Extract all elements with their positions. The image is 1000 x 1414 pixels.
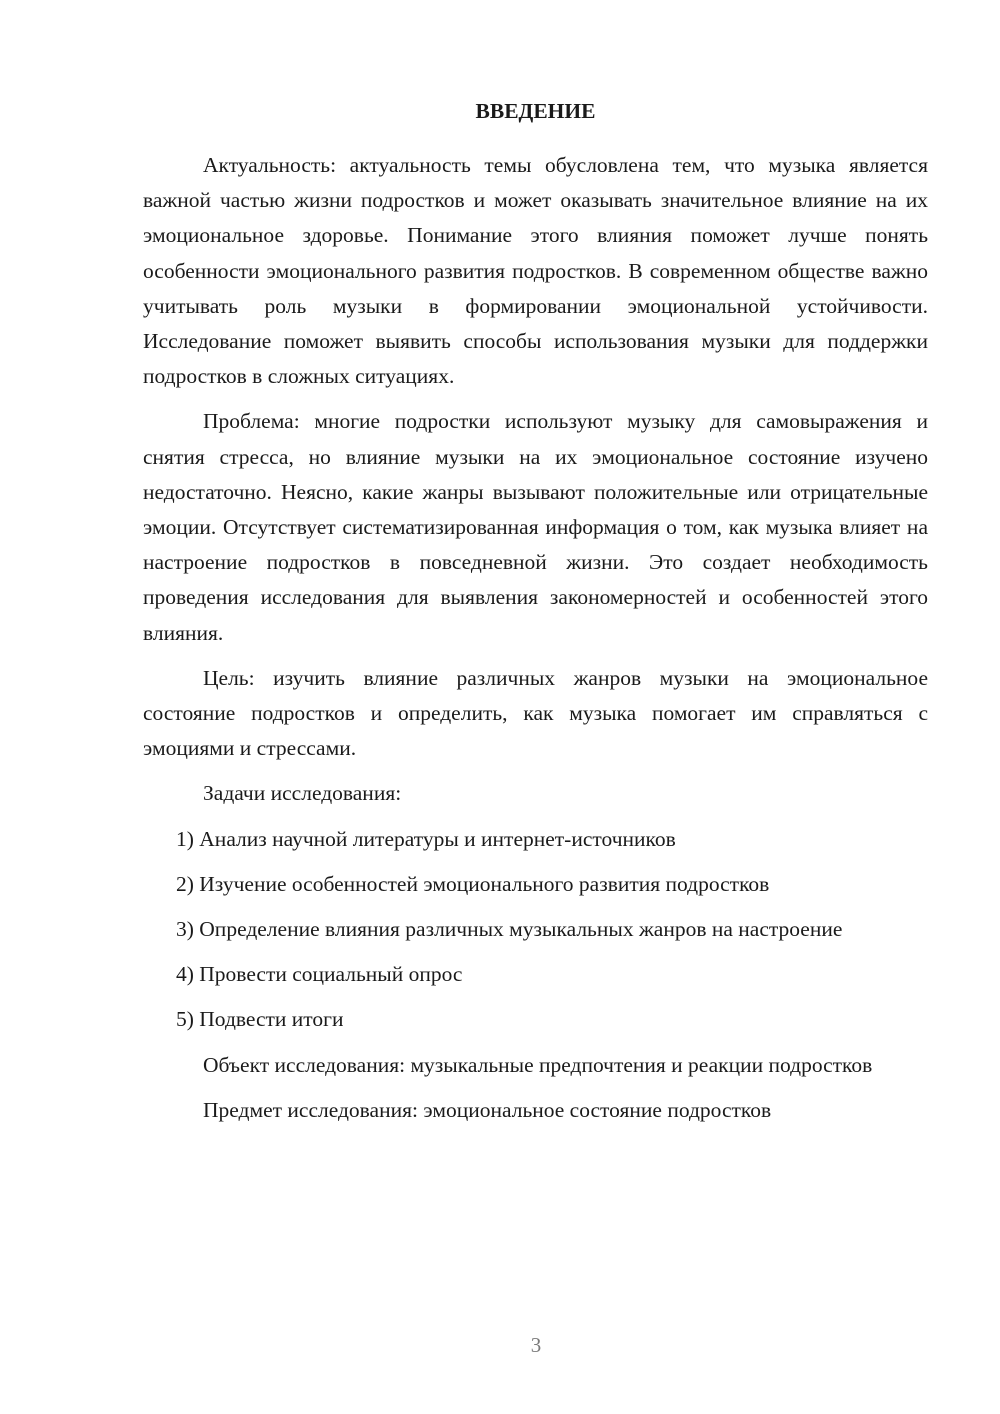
problem-paragraph: Проблема: многие подростки используют музыку для самовыражения и снятия стресса, но влияние музыки на их эмоциональное состояние изучено недостаточно. Неясно, какие жанры вызывают положительные или отрицательные эмоции. Отсутствует систематизированная информация о том, как музыка влияет на настроение подростков в повседневной жизни. Это создает необходимость проведения исследования для выявления закономерностей и особенностей этого влияния.: [143, 409, 928, 645]
task-item-1: 1) Анализ научной литературы и интернет-источников: [176, 826, 676, 851]
task-item-3: 3) Определение влияния различных музыкальных жанров на настроение: [176, 917, 843, 942]
relevance-paragraph: Актуальность: актуальность темы обусловлена тем, что музыка является важной частью жизни подростков и может оказывать значительное влияние на их эмоциональное здоровье. Понимание этого влияния поможет лучше понять особенности эмоционального развития подростков. В современном обществе важно учитывать роль музыки в формировании эмоциональной устойчивости. Исследование поможет выявить способы использования музыки для поддержки подростков в сложных ситуациях.: [143, 153, 928, 389]
tasks-heading: Задачи исследования:: [203, 781, 402, 806]
goal-paragraph: Цель: изучить влияние различных жанров музыки на эмоциональное состояние подростков и определить, как музыка помогает им справляться с эмоциями и стрессами.: [143, 665, 928, 761]
task-item-2: 2) Изучение особенностей эмоционального развития подростков: [176, 871, 770, 896]
section-title: ВВЕДЕНИЕ: [475, 99, 596, 123]
page-number: 3: [530, 1333, 542, 1357]
subject-paragraph: Предмет исследования: эмоциональное состояние подростков: [203, 1097, 772, 1122]
task-item-5: 5) Подвести итоги: [176, 1007, 344, 1032]
page-content: [143, 92, 928, 1138]
task-item-4: 4) Провести социальный опрос: [176, 962, 463, 987]
object-paragraph: Объект исследования: музыкальные предпочтения и реакции подростков: [203, 1052, 873, 1077]
